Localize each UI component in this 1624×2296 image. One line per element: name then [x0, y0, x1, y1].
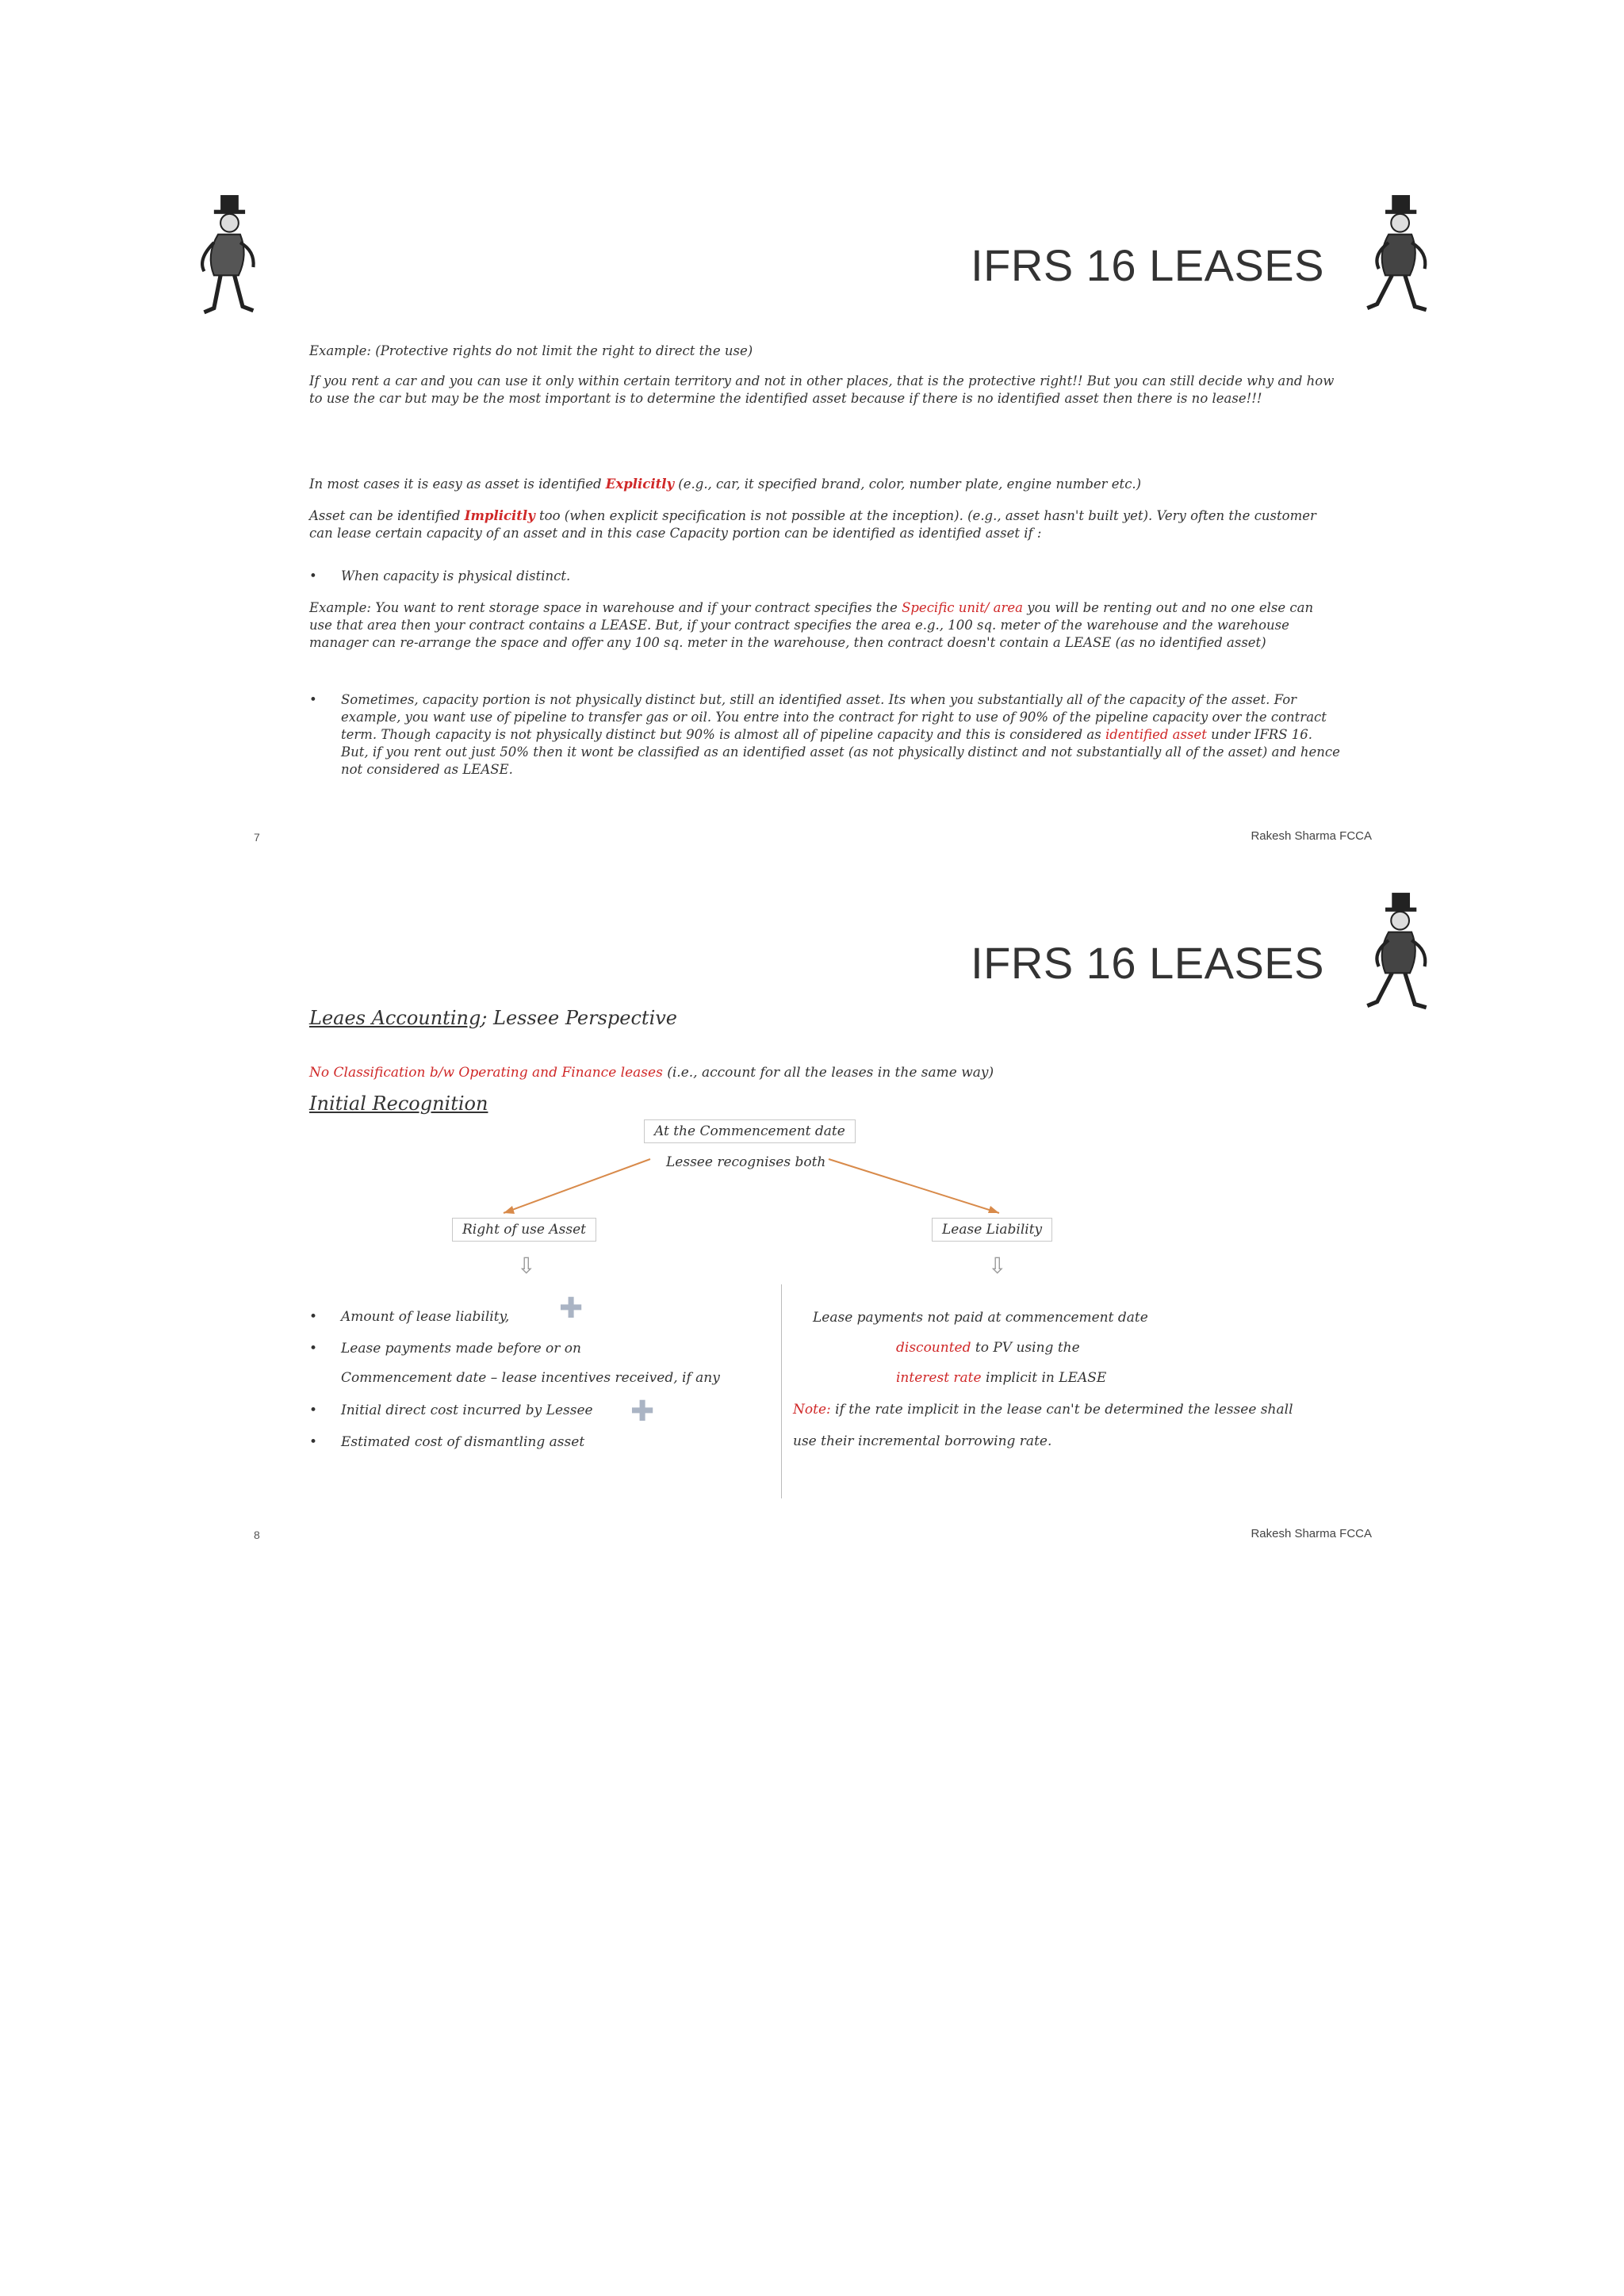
- initial-recognition-heading: Initial Recognition: [309, 1093, 488, 1115]
- bullet-pipeline: [309, 691, 1340, 779]
- implicit-text: Asset can be identified: [309, 508, 465, 523]
- recognises-both-text: Lessee recognises both: [666, 1154, 826, 1170]
- rou-item-text: Amount of lease liability,: [341, 1309, 510, 1325]
- note-label: Note:: [793, 1402, 831, 1418]
- bullet-dot: •: [309, 1434, 318, 1450]
- note-text: if the rate implicit in the lease can't be determined the lessee shall: [830, 1402, 1293, 1418]
- down-arrow-icon: ⇩: [988, 1253, 1007, 1279]
- page-number: 8: [254, 1529, 260, 1541]
- no-classification-keyword: No Classification b/w Operating and Finance leases: [309, 1065, 663, 1081]
- plus-icon: ✚: [559, 1292, 584, 1325]
- warehouse-text-end: you will be renting out and no one else can use that area then your contract contains a LEASE. But, if your contract specifies the area e.g., 100 sq. meter of the warehouse and the warehouse manager can re-arrange the space and offer any 100 sq. meter in the warehouse, then contract doesn't contain a LEASE (as no identified asset): [309, 600, 1314, 650]
- identified-asset-keyword: identified asset: [1105, 727, 1207, 742]
- explicit-text: In most cases it is easy as asset is identified: [309, 476, 606, 492]
- slide-title: IFRS 16 LEASES: [971, 938, 1324, 988]
- plus-icon: ✚: [630, 1395, 655, 1428]
- liability-line-3: [896, 1370, 1106, 1386]
- implicit-keyword: Implicitly: [464, 508, 535, 523]
- specific-unit-keyword: Specific unit/ area: [902, 600, 1023, 615]
- interest-rate-keyword: interest rate: [896, 1370, 982, 1386]
- rou-item-2-cont: Commencement date – lease incentives received, if any: [341, 1370, 720, 1386]
- implicit-text-end: too (when explicit specification is not possible at the inception). (e.g., asset hasn't built yet). Very often the customer can lease certain capacity of an asset and in this case Capacity portion can be identified as identified asset if :: [309, 508, 1316, 541]
- bullet-dot: •: [309, 568, 317, 584]
- example-label: Example: (Protective rights do not limit the right to direct the use): [309, 343, 753, 358]
- note-line: [793, 1402, 1293, 1418]
- arrowhead-right: [988, 1206, 999, 1213]
- gentleman-figure-icon: [189, 193, 272, 316]
- note-line-2: use their incremental borrowing rate.: [793, 1433, 1052, 1449]
- liability-line-2-text: to PV using the: [971, 1340, 1080, 1356]
- warehouse-text: Example: You want to rent storage space in warehouse and if your contract specifies the: [309, 600, 902, 615]
- commencement-date-box: At the Commencement date: [644, 1119, 856, 1143]
- gentleman-figure-icon: [1355, 193, 1438, 316]
- section-heading: [309, 1007, 677, 1029]
- discounted-keyword: discounted: [896, 1340, 971, 1356]
- heading-underlined: Leaes Accounting: [309, 1007, 481, 1029]
- diagram-arrows: [190, 888, 1435, 1578]
- rou-item-1: [309, 1308, 753, 1326]
- heading-rest: ; Lessee Perspective: [481, 1007, 678, 1029]
- slide-page-7: [190, 190, 1435, 880]
- down-arrow-icon: ⇩: [517, 1253, 536, 1279]
- bullet-text: [341, 691, 1340, 779]
- arrow-to-rou: [504, 1159, 650, 1213]
- liability-line-2: [896, 1340, 1080, 1356]
- pipeline-text: Sometimes, capacity portion is not physically distinct but, still an identified asset. Its when you substantially all of the capacity of the asset. For example, you want use of pipeline to transfer gas or oil. You entre into the contract for right to use of 90% of the pipeline capacity over the contract term. Though capacity is not physically distinct but 90% is almost all of pipeline capacity and this is considered as: [341, 692, 1327, 742]
- explicit-keyword: Explicitly: [605, 476, 675, 492]
- rou-item-3: [309, 1402, 753, 1419]
- bullet-dot: •: [309, 1309, 318, 1325]
- explicit-paragraph: [309, 476, 1340, 493]
- bullet-text: When capacity is physical distinct.: [341, 568, 571, 584]
- lease-liability-box: Lease Liability: [932, 1218, 1052, 1242]
- rou-asset-box: Right of use Asset: [452, 1218, 596, 1242]
- divider-line: [781, 1284, 782, 1498]
- author-footer: Rakesh Sharma FCCA: [1251, 1527, 1372, 1540]
- bullet-dot: •: [309, 692, 317, 707]
- slide-page-8: [190, 888, 1435, 1578]
- rou-item-text: Lease payments made before or on: [341, 1341, 581, 1357]
- liability-line-3-text: implicit in LEASE: [981, 1370, 1107, 1386]
- no-classification-line: [309, 1064, 1340, 1081]
- arrow-to-liability: [829, 1159, 999, 1213]
- rou-item-2: [309, 1340, 753, 1357]
- example-text: If you rent a car and you can use it only within certain territory and not in other places, that is the protective right!! But you can still decide why and how to use the car but may be the most important is to determine the identified asset because if there is no identified asset then there is no lease!!!: [309, 373, 1335, 406]
- rou-item-text: Initial direct cost incurred by Lessee: [341, 1402, 593, 1418]
- pipeline-text-end: under IFRS 16. But, if you rent out just 50% then it wont be classified as an identified asset (as not physically distinct and not substantially all of the asset) and hence not considered as LEASE.: [341, 727, 1340, 777]
- bullet-dot: •: [309, 1341, 318, 1357]
- rou-item-4: [309, 1433, 753, 1451]
- liability-line-1: Lease payments not paid at commencement date: [813, 1310, 1148, 1326]
- bullet-dot: •: [309, 1402, 318, 1418]
- arrowhead-left: [504, 1206, 515, 1214]
- rou-item-text: Estimated cost of dismantling asset: [341, 1434, 585, 1450]
- bullet-physical-distinct: [309, 568, 1340, 585]
- explicit-text-end: (e.g., car, it specified brand, color, number plate, engine number etc.): [674, 476, 1142, 492]
- gentleman-figure-icon: [1355, 891, 1438, 1014]
- no-classification-text: (i.e., account for all the leases in the same way): [662, 1065, 994, 1081]
- page-number: 7: [254, 831, 260, 844]
- slide-title: IFRS 16 LEASES: [971, 240, 1324, 290]
- author-footer: Rakesh Sharma FCCA: [1251, 829, 1372, 843]
- implicit-paragraph: [309, 507, 1340, 542]
- warehouse-example: [309, 599, 1340, 652]
